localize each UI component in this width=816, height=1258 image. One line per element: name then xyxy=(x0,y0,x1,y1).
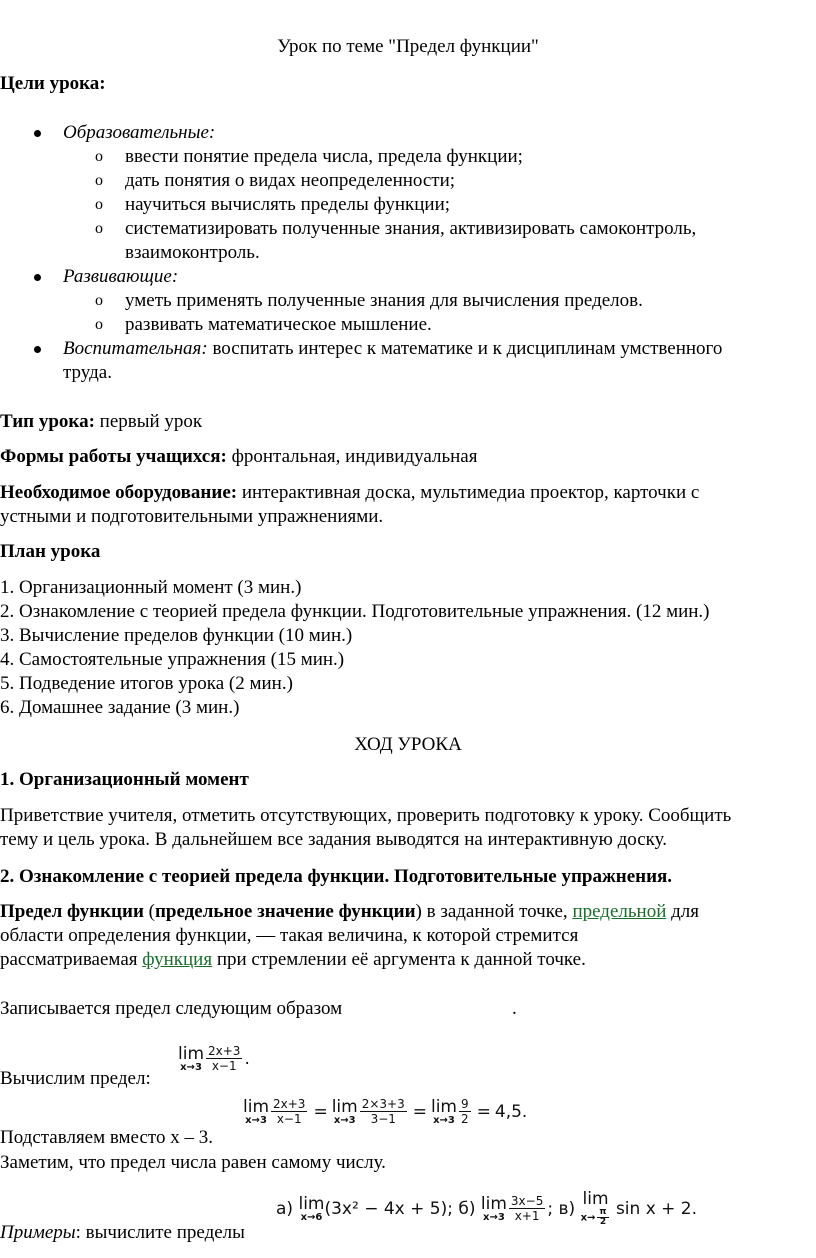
goal-upbringing: Воспитательная: воспитать интерес к математике и к дисциплинам умственного xyxy=(63,338,723,359)
lesson-title: Урок по теме "Предел функции" xyxy=(277,36,539,57)
bullet-dot xyxy=(34,346,41,353)
examples-formula: а) lim x→6 (3x² − 4x + 5); б) lim x→3 $\frac{3x-5}{x+1}$ ; в) lim x→ $\frac{\pi}{2}$ sin x + 2. xyxy=(276,1189,698,1227)
examples-text: Примеры: вычислите пределы xyxy=(0,1222,245,1243)
equipment: Необходимое оборудование: интерактивная доска, мультимедиа проектор, карточки с xyxy=(0,482,700,503)
link-predelnoy[interactable]: предельной xyxy=(572,901,667,922)
bullet-dot xyxy=(34,274,41,281)
plan-item: 2. Ознакомление с теорией предела функции. Подготовительные упражнения. (12 мин.) xyxy=(0,601,710,622)
goal-item: ввести понятие предела числа, предела функции; xyxy=(125,146,523,167)
goal-developing-label: Развивающие: xyxy=(63,266,179,287)
limit-formula-1: lim x→3 $\frac{2x+3}{x-1}$ . xyxy=(178,1043,250,1073)
sub-bullet: o xyxy=(95,292,103,309)
equipment-continued: устными и подготовительными упражнениями. xyxy=(0,506,384,527)
sub-bullet: o xyxy=(95,316,103,333)
goal-item-continued: взаимоконтроль. xyxy=(125,242,260,263)
definition-line: Предел функции (предельное значение функции) в заданной точке, предельной для xyxy=(0,901,700,922)
substitute-text: Подставляем вместо х – 3. xyxy=(0,1127,213,1148)
goals-heading: Цели урока: xyxy=(0,73,106,94)
plan-item: 3. Вычисление пределов функции (10 мин.) xyxy=(0,625,353,646)
goal-item: систематизировать полученные знания, активизировать самоконтроль, xyxy=(125,218,697,239)
observe-text: Заметим, что предел числа равен самому числу. xyxy=(0,1152,386,1173)
plan-item: 4. Самостоятельные упражнения (15 мин.) xyxy=(0,649,345,670)
link-function[interactable]: функция xyxy=(142,949,213,970)
goal-educational-label: Образовательные: xyxy=(63,122,216,143)
definition-line: рассматриваемая функция при стремлении её аргумента к данной точке. xyxy=(0,949,586,970)
definition-line: области определения функции, — такая величина, к которой стремится xyxy=(0,925,579,946)
sub-bullet: o xyxy=(95,220,103,237)
goal-upbringing-continued: труда. xyxy=(63,362,112,383)
lesson-type: Тип урока: первый урок xyxy=(0,411,203,432)
limit-formula-2: lim x→3 $\frac{2x+3}{x-1}$ = lim x→3 $\frac{2\times 3+3}{3-1}$ = lim x→3 $\frac{9}{2}$ = 4,5. xyxy=(243,1096,528,1126)
bullet-dot xyxy=(34,130,41,137)
section1-text: Приветствие учителя, отметить отсутствующих, проверить подготовку к уроку. Сообщить xyxy=(0,805,732,826)
plan-item: 5. Подведение итогов урока (2 мин.) xyxy=(0,673,293,694)
sub-bullet: o xyxy=(95,172,103,189)
section2-heading: 2. Ознакомление с теорией предела функции. Подготовительные упражнения. xyxy=(0,866,673,887)
work-forms: Формы работы учащихся: фронтальная, индивидуальная xyxy=(0,446,478,467)
goal-item: развивать математическое мышление. xyxy=(125,314,432,335)
notation-dot: . xyxy=(512,998,517,1019)
goal-item: дать понятия о видах неопределенности; xyxy=(125,170,456,191)
course-heading: ХОД УРОКА xyxy=(354,734,462,755)
sub-bullet: o xyxy=(95,196,103,213)
plan-heading: План урока xyxy=(0,541,101,562)
notation-text: Записывается предел следующим образом xyxy=(0,998,343,1019)
plan-item: 6. Домашнее задание (3 мин.) xyxy=(0,697,240,718)
plan-item: 1. Организационный момент (3 мин.) xyxy=(0,577,302,598)
section1-text: тему и цель урока. В дальнейшем все задания выводятся на интерактивную доску. xyxy=(0,829,667,850)
goal-item: уметь применять полученные знания для вычисления пределов. xyxy=(125,290,643,311)
section1-heading: 1. Организационный момент xyxy=(0,769,249,790)
goal-item: научиться вычислять пределы функции; xyxy=(125,194,451,215)
compute-text: Вычислим предел: xyxy=(0,1068,151,1089)
sub-bullet: o xyxy=(95,148,103,165)
